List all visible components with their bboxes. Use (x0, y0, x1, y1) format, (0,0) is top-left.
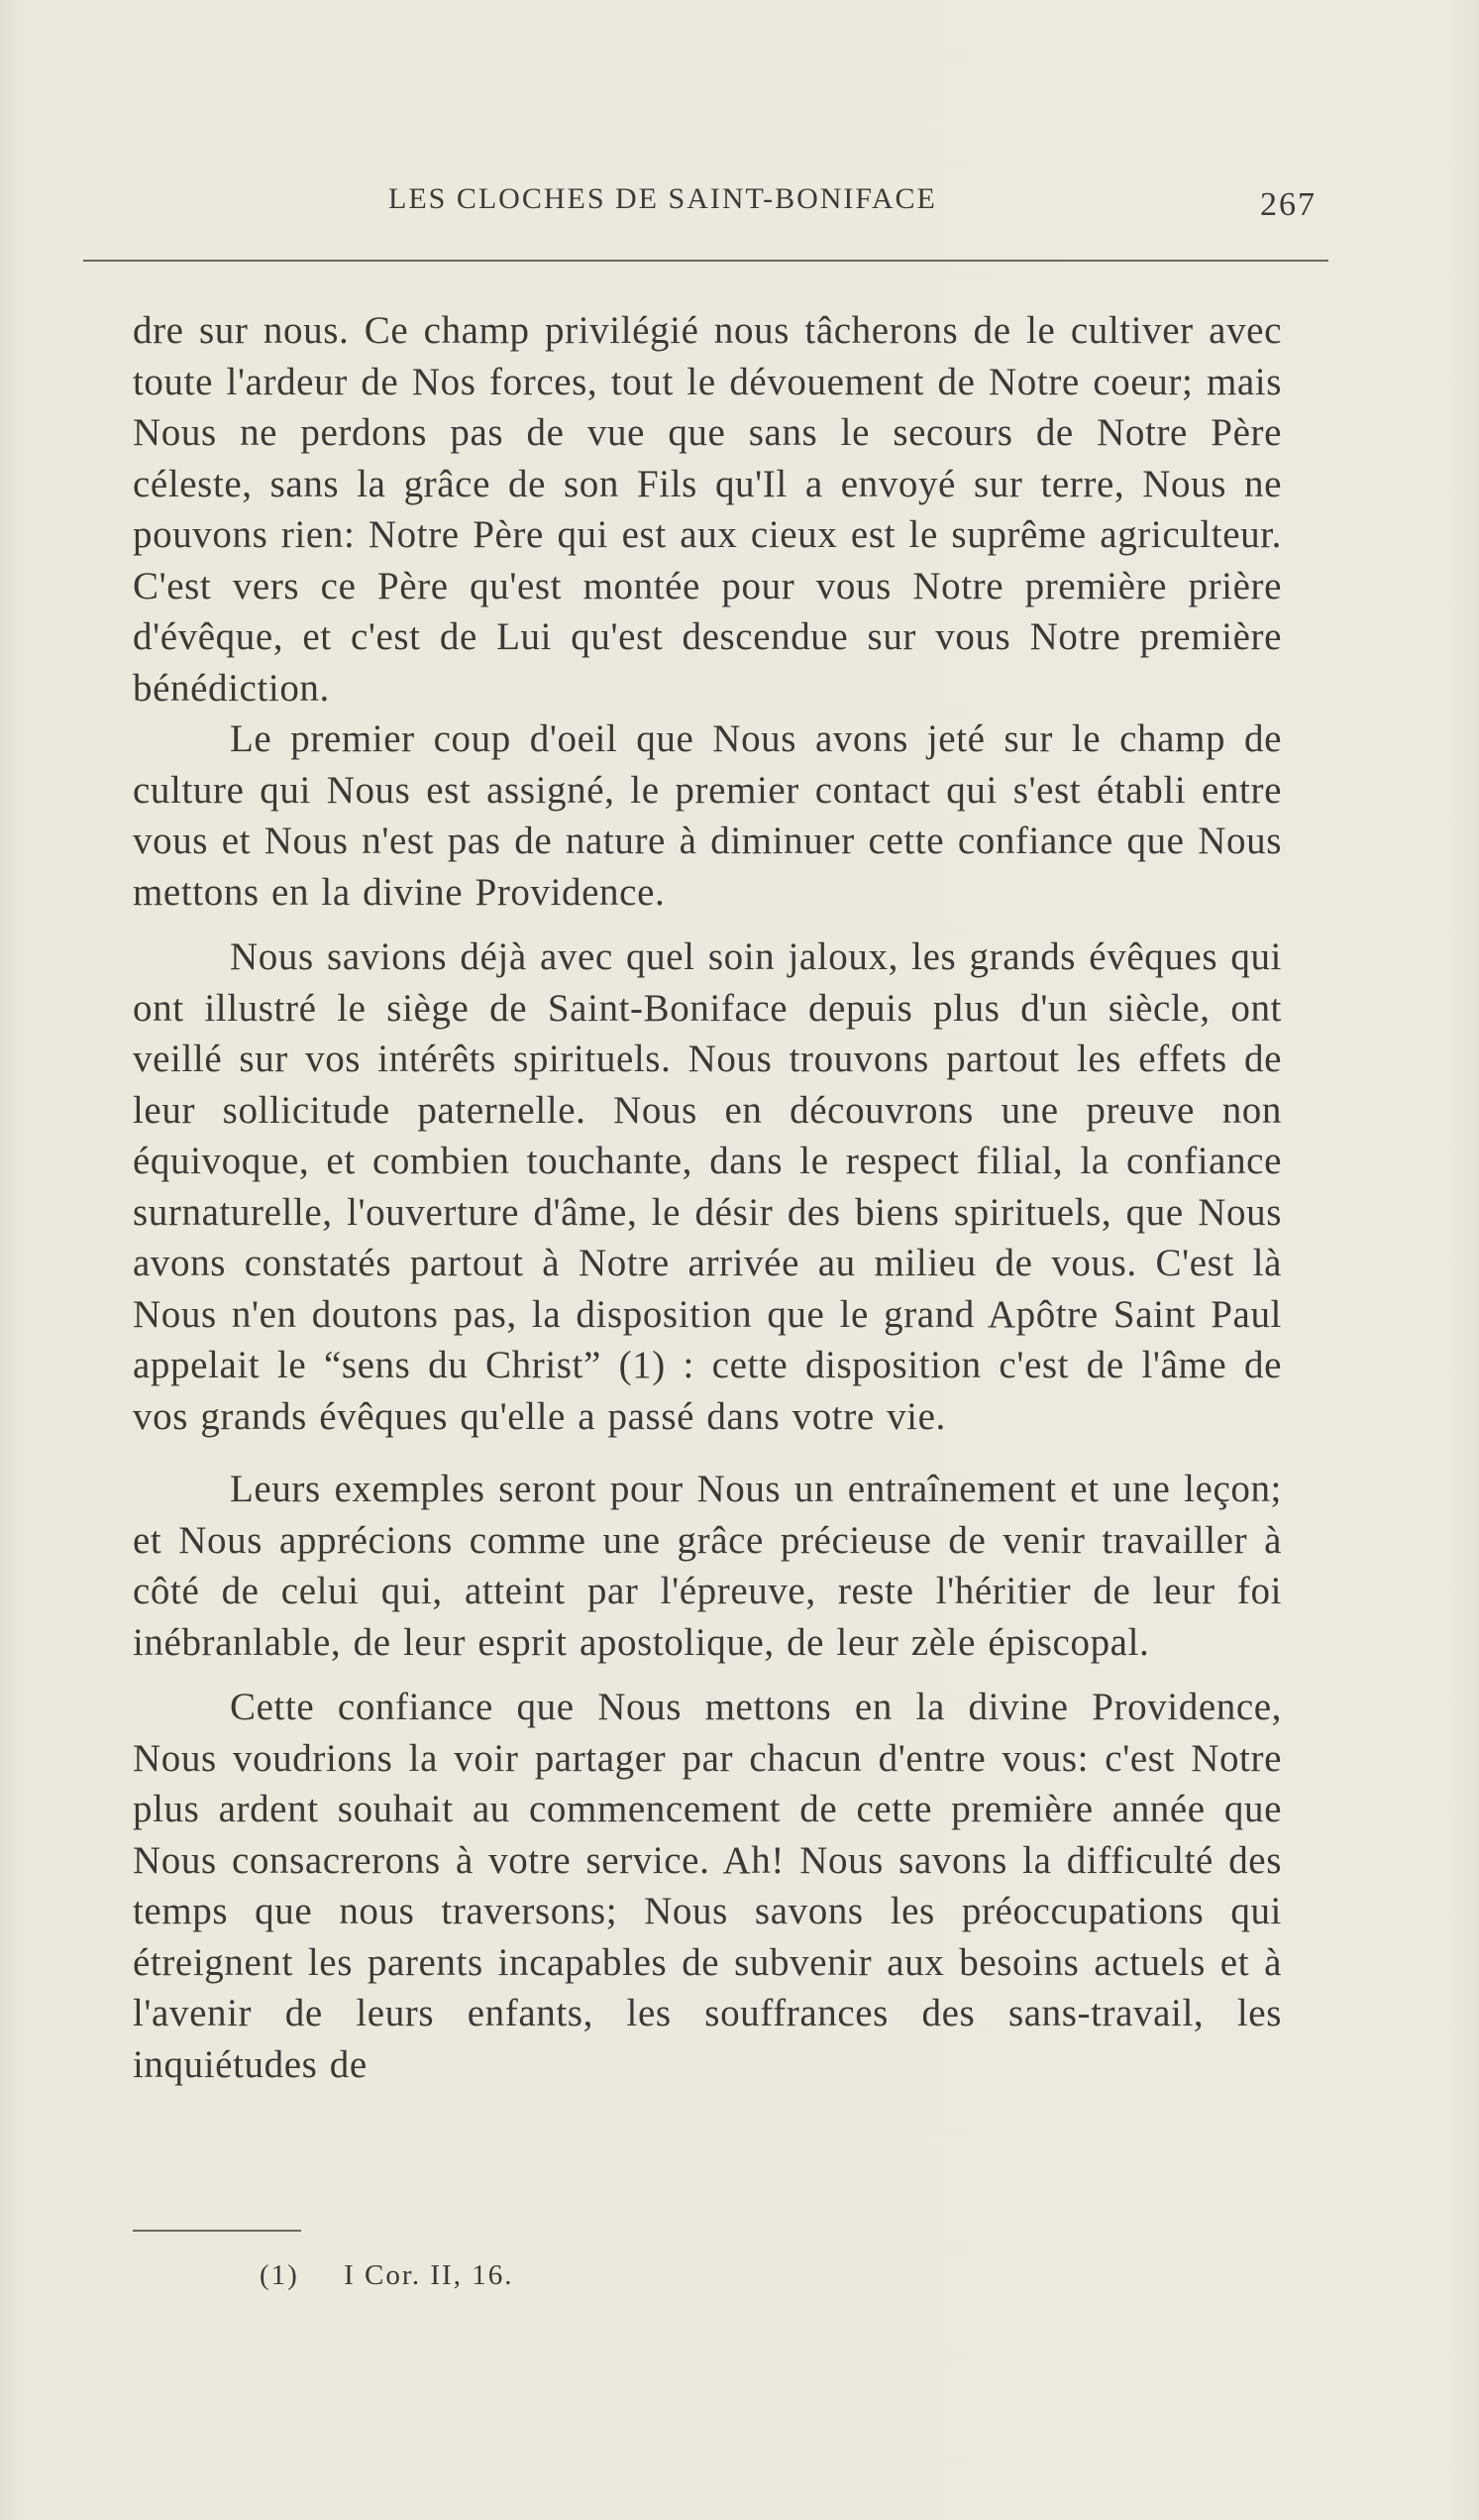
footnote-text: I Cor. II, 16. (344, 2259, 514, 2291)
page-number: 267 (1260, 186, 1317, 223)
running-title: LES CLOCHES DE SAINT-BONIFACE (388, 182, 937, 215)
paragraph: Nous savions déjà avec quel soin jaloux, les grands évêques qui ont illustré le siège de Saint-Boniface depuis plus d'un siècle, ont veillé sur vos intérêts spirituels. Nous trouvons partout les effets de leur sollicitude paternelle. Nous en découvrons une preuve non équivoque, et combien touchante, dans le respect filial, la confiance surnaturelle, l'ouverture d'âme, le désir des biens spirituels, que Nous avons constatés partout à Notre arrivée au milieu de vous. C'est là Nous n'en doutons pas, la disposition que le grand Apôtre Saint Paul appelait le “sens du Christ” (1) : cette disposition c'est de l'âme de vos grands évêques qu'elle a passé dans votre vie. (133, 935, 1282, 1438)
paragraph: Leurs exemples seront pour Nous un entraînement et une leçon; et Nous apprécions comme une grâce précieuse de venir travailler à côté de celui qui, atteint par l'épreuve, reste l'héritier de leur foi inébranlable, de leur esprit apostolique, de leur zèle épiscopal. (133, 1468, 1282, 1664)
paragraph: Le premier coup d'oeil que Nous avons jeté sur le champ de culture qui Nous est assigné, le premier contact qui s'est établi entre vous et Nous n'est pas de nature à diminuer cette confiance que Nous mettons en la divine Providence. (133, 717, 1282, 914)
footnote (260, 2259, 513, 2292)
paragraph: Cette confiance que Nous mettons en la divine Providence, Nous voudrions la voir partager par chacun d'entre vous: c'est Notre plus ardent souhait au commencement de cette première année que Nous consacrerons à votre service. Ah! Nous savons la difficulté des temps que nous traversons; Nous savons les préoccupations qui étreignent les parents incapables de subvenir aux besoins actuels et à l'avenir de leurs enfants, les souffrances des sans-travail, les inquiétudes de (133, 1686, 1282, 2086)
body-text (133, 305, 1282, 2090)
footnote-number: (1) (260, 2259, 299, 2291)
footnote-rule (133, 2230, 301, 2232)
paragraph: dre sur nous. Ce champ privilégié nous tâcherons de le cultiver avec toute l'ardeur de Nos forces, tout le dévouement de Notre coeur; mais Nous ne perdons pas de vue que sans le secours de Notre Père céleste, sans la grâce de son Fils qu'Il a envoyé sur terre, Nous ne pouvons rien: Notre Père qui est aux cieux est le suprême agriculteur. C'est vers ce Père qu'est montée pour vous Notre première prière d'évêque, et c'est de Lui qu'est descendue sur vous Notre première bénédiction. (133, 309, 1282, 710)
header-rule (83, 260, 1328, 262)
